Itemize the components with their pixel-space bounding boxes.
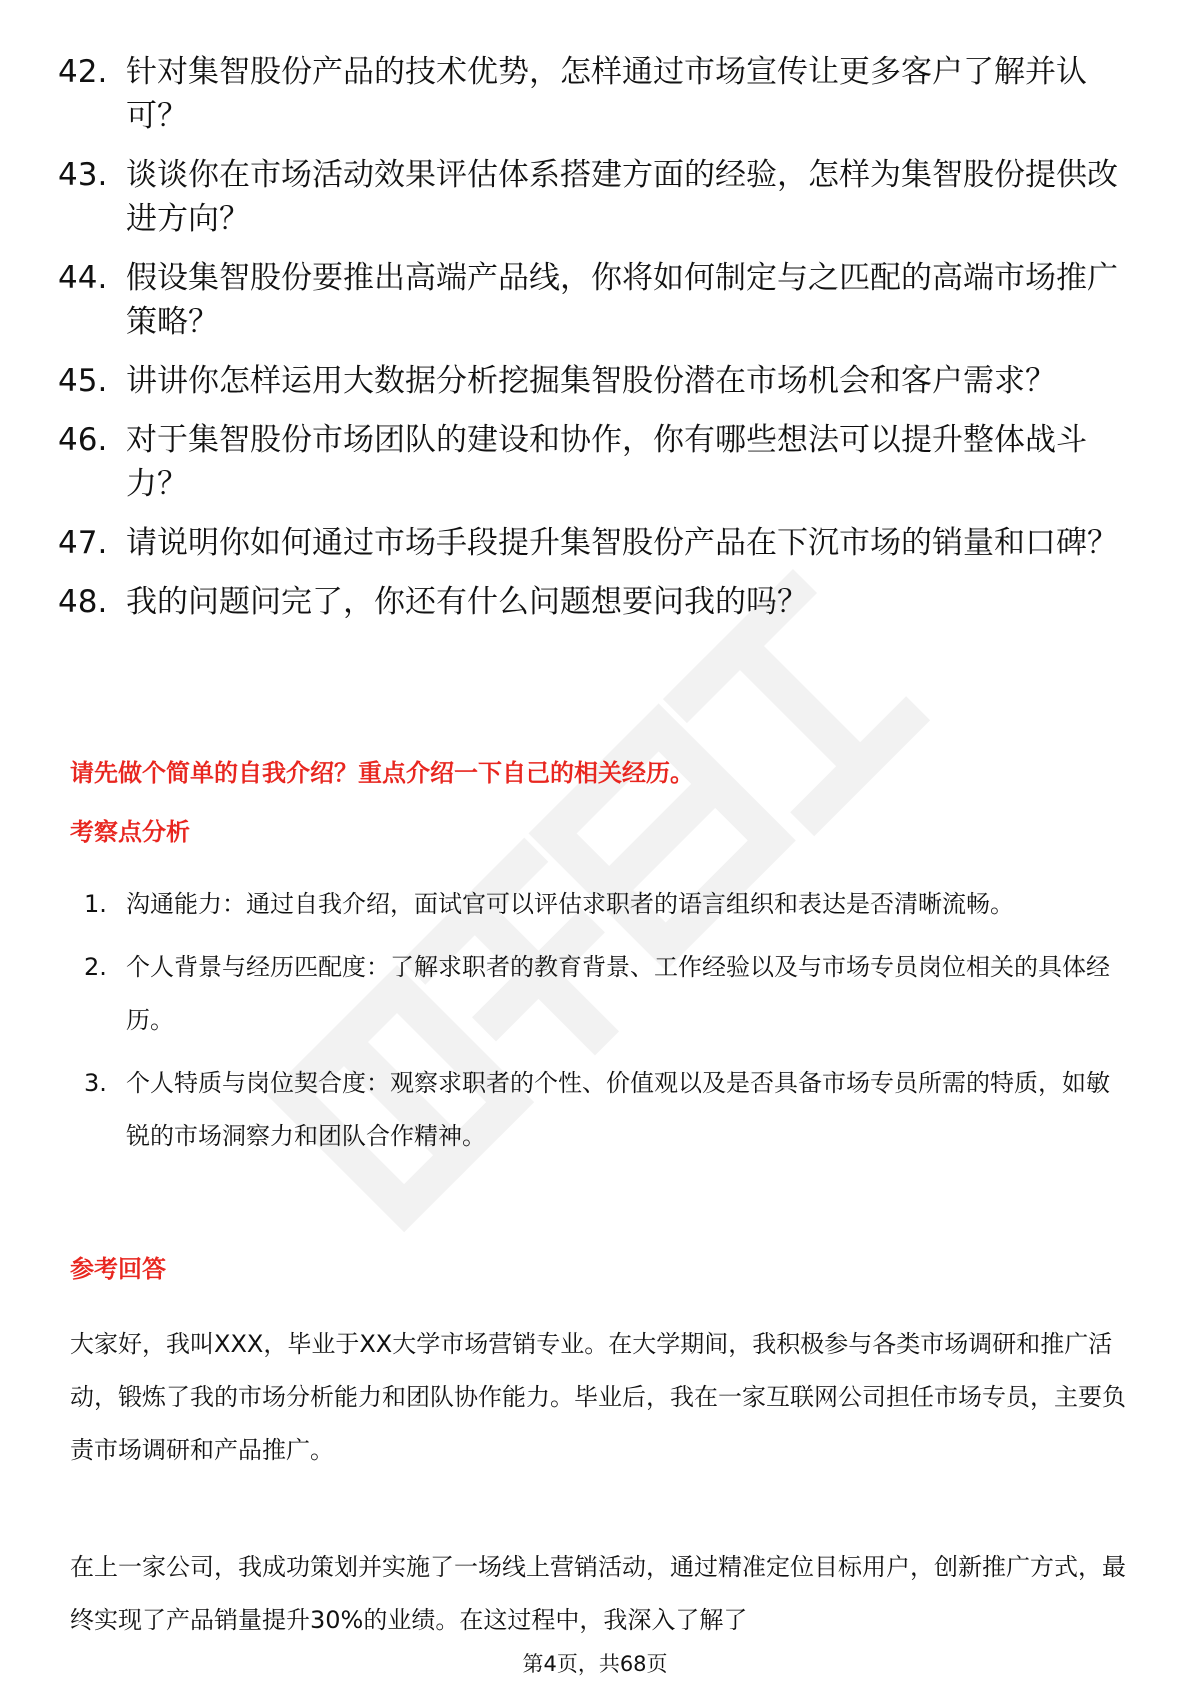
answer-heading: 参考回答 (70, 1255, 166, 1283)
analysis-heading: 考察点分析 (70, 818, 190, 846)
question-number: 47. (58, 525, 108, 561)
analysis-point (84, 941, 1124, 1047)
analysis-point-number: 2. (84, 953, 107, 981)
question-item (58, 50, 1118, 138)
question-text: 针对集智股份产品的技术优势，怎样通过市场宣传让更多客户了解并认可？ (126, 54, 1087, 134)
question-item (58, 153, 1118, 241)
analysis-point-text: 个人特质与岗位契合度：观察求职者的个性、价值观以及是否具备市场专员所需的特质，如敏锐的市场洞察力和团队合作精神。 (126, 1069, 1110, 1150)
page-footer: 第4页，共68页 (522, 1652, 668, 1676)
answer-paragraph: 在上一家公司，我成功策划并实施了一场线上营销活动，通过精准定位目标用户，创新推广方式，最终实现了产品销量提升30%的业绩。在这过程中，我深入了解了 (70, 1553, 1126, 1634)
analysis-point-text: 沟通能力：通过自我介绍，面试官可以评估求职者的语言组织和表达是否清晰流畅。 (126, 890, 1014, 918)
question-number: 42. (58, 54, 108, 90)
question-item (58, 256, 1118, 344)
question-text: 假设集智股份要推出高端产品线，你将如何制定与之匹配的高端市场推广策略？ (126, 260, 1118, 340)
analysis-point-text: 个人背景与经历匹配度：了解求职者的教育背景、工作经验以及与市场专员岗位相关的具体经历。 (126, 953, 1110, 1034)
question-text: 谈谈你在市场活动效果评估体系搭建方面的经验，怎样为集智股份提供改进方向？ (126, 157, 1118, 237)
question-number: 44. (58, 260, 108, 296)
question-text: 对于集智股份市场团队的建设和协作，你有哪些想法可以提升整体战斗力？ (126, 422, 1087, 502)
answer-paragraph: 大家好，我叫XXX，毕业于XX大学市场营销专业。在大学期间，我积极参与各类市场调研和推广活动，锻炼了我的市场分析能力和团队协作能力。毕业后，我在一家互联网公司担任市场专员，主要负责市场调研和产品推广。 (70, 1330, 1126, 1464)
question-text: 我的问题问完了，你还有什么问题想要问我的吗？ (126, 584, 808, 620)
analysis-point-number: 3. (84, 1069, 107, 1097)
question-item (58, 359, 1118, 403)
question-item (58, 521, 1118, 565)
analysis-point-number: 1. (84, 890, 107, 918)
question-item (58, 580, 1118, 624)
question-number: 46. (58, 422, 108, 458)
question-text: 讲讲你怎样运用大数据分析挖掘集智股份潜在市场机会和客户需求？ (126, 363, 1056, 399)
question-number: 48. (58, 584, 108, 620)
question-list (58, 50, 1118, 639)
question-item (58, 418, 1118, 506)
featured-question: 请先做个简单的自我介绍？重点介绍一下自己的相关经历。 (70, 759, 694, 787)
question-text: 请说明你如何通过市场手段提升集智股份产品在下沉市场的销量和口碑？ (126, 525, 1118, 561)
question-number: 45. (58, 363, 108, 399)
analysis-point-list (84, 878, 1124, 1173)
question-number: 43. (58, 157, 108, 193)
analysis-point (84, 1057, 1124, 1163)
analysis-point (84, 878, 1124, 931)
